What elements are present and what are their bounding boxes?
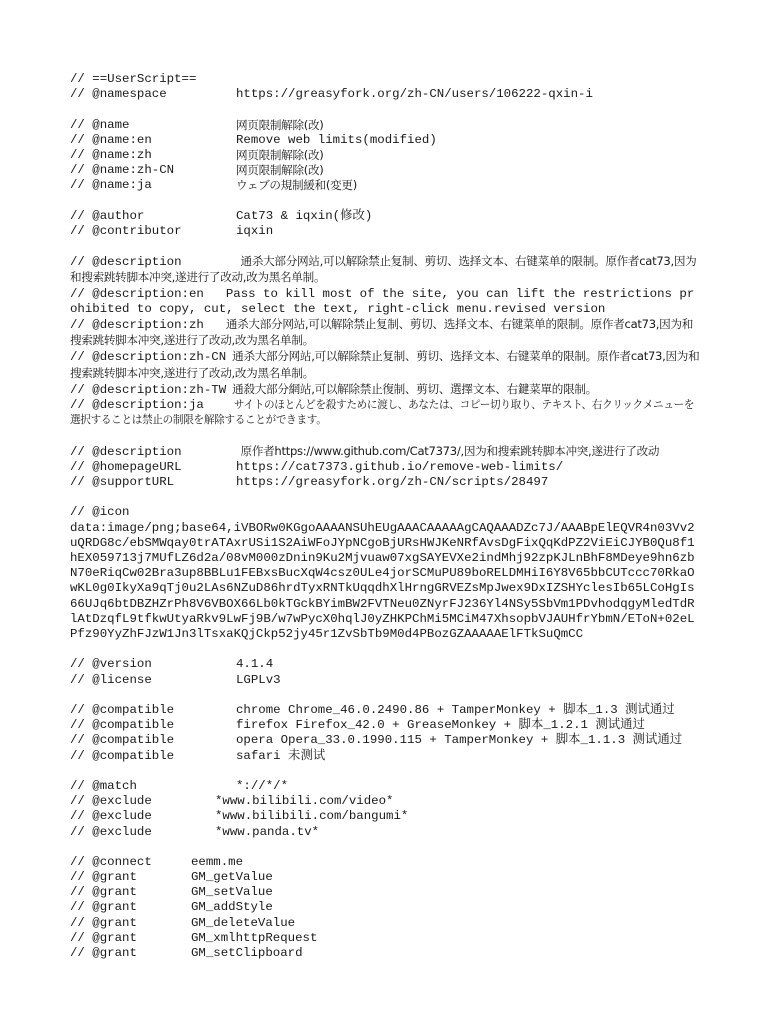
- description-line: // @description:ja サイトのほとんどを殺すために渡し、あなたは、コピー切り取り、テキスト、右クリックメニューを選択することは禁止の制限を解除することができます。: [70, 398, 695, 427]
- name-value: 网页限制解除(改): [236, 163, 324, 178]
- description-line: // @description:zh-TW 通殺大部分網站,可以解除禁止復制、剪切、選擇文本、右鍵菜單的限制。: [70, 381, 597, 397]
- compatible-line: // @compatible safari 未测试: [70, 748, 326, 763]
- compatible-value: firefox Firefox_42.0 + GreaseMonkey + 脚本_1.2.1 测试通过: [236, 718, 645, 733]
- name-value: ウェブの規制緩和(変更): [236, 178, 357, 193]
- compatible-line: // @compatible chrome Chrome_46.0.2490.86 + TamperMonkey + 脚本_1.3 测试通过: [70, 703, 675, 717]
- exclude-line: // @exclude *www.bilibili.com/bangumi*: [70, 809, 409, 824]
- grant-value: GM_deleteValue: [191, 915, 296, 930]
- contributor-value: iqxin: [236, 223, 274, 238]
- name-line: // @name:zh 网页限制解除(改): [70, 147, 324, 162]
- author-line: // @author Cat73 & iqxin(修改): [70, 208, 373, 223]
- support-url: https://greasyfork.org/zh-CN/scripts/28497: [236, 475, 549, 490]
- name-line: // @name 网页限制解除(改): [70, 117, 324, 132]
- name-value: Remove web limits(modified): [236, 132, 437, 147]
- grant-value: GM_setValue: [191, 885, 273, 900]
- icon-line: // @icon: [70, 505, 130, 520]
- match-value: *://*/*: [236, 778, 289, 793]
- support-line: // @supportURL https://greasyfork.org/zh-CN/scripts/28497: [70, 475, 549, 490]
- license-value: LGPLv3: [236, 672, 281, 687]
- description-line: // @description 通杀大部分网站,可以解除禁止复制、剪切、选择文本、右键菜单的限制。原作者cat73,因为和搜索跳转脚本冲突,遂进行了改动,改为黑名单制。: [70, 254, 697, 285]
- description-value: 原作者https://www.github.com/Cat7373/,因为和搜索跳转脚本冲突,遂进行了改动: [240, 443, 660, 458]
- grant-line: // @grant GM_addStyle: [70, 900, 273, 915]
- description-line: // @description:en Pass to kill most of the site, you can lift the restrictions prohibited to copy, cut, select the text, right-click menu.revised version: [70, 286, 695, 316]
- description-line: // @description:zh 通杀大部分网站,可以解除禁止复制、剪切、选择文本、右键菜单的限制。原作者cat73,因为和搜索跳转脚本冲突,遂进行了改动,改为黑名单制。: [70, 317, 694, 348]
- description-value: 通杀大部分网站,可以解除禁止复制、剪切、选择文本、右键菜单的限制。原作者cat73,因为和搜索跳转脚本冲突,遂进行了改动,改为黑名单制。: [70, 317, 694, 348]
- license-line: // @license LGPLv3: [70, 672, 281, 687]
- compatible-value: safari 未测试: [236, 748, 326, 763]
- description-value: Pass to kill most of the site, you can lift the restrictions prohibited to copy, cut, select the text, right-click menu.revised version: [70, 286, 695, 316]
- description-line: // @description 原作者https://www.github.com/Cat7373/,因为和搜索跳转脚本冲突,遂进行了改动: [70, 443, 660, 459]
- match-line: // @match *://*/*: [70, 778, 289, 793]
- name-line: // @name:en Remove web limits(modified): [70, 132, 437, 147]
- namespace-line: [70, 87, 700, 102]
- userscript-start-line: // ==UserScript==: [70, 72, 197, 86]
- contributor-line: // @contributor iqxin: [70, 223, 274, 238]
- exclude-value: *www.panda.tv*: [215, 824, 320, 839]
- connect-value: eemm.me: [191, 854, 244, 869]
- name-value: 网页限制解除(改): [236, 147, 324, 162]
- grant-value: GM_addStyle: [191, 900, 273, 915]
- meta-key: // @namespace: [70, 87, 167, 102]
- description-value: サイトのほとんどを殺すために渡し、あなたは、コピー切り取り、テキスト、右クリックメニューを選択することは禁止の制限を解除することができます。: [70, 399, 695, 427]
- exclude-line: // @exclude *www.panda.tv*: [70, 824, 320, 839]
- exclude-line: // @exclude *www.bilibili.com/video*: [70, 794, 394, 809]
- compatible-line: // @compatible firefox Firefox_42.0 + GreaseMonkey + 脚本_1.2.1 测试通过: [70, 718, 645, 733]
- exclude-value: *www.bilibili.com/bangumi*: [215, 809, 409, 824]
- compatible-line: // @compatible opera Opera_33.0.1990.115 + TamperMonkey + 脚本_1.1.3 测试通过: [70, 733, 683, 748]
- compatible-value: opera Opera_33.0.1990.115 + TamperMonkey + 脚本_1.1.3 测试通过: [236, 733, 683, 748]
- grant-line: // @grant GM_setClipboard: [70, 946, 303, 960]
- namespace-url: https://greasyfork.org/zh-CN/users/106222-qxin-i: [236, 87, 593, 102]
- grant-line: // @grant GM_setValue: [70, 885, 273, 900]
- description-value: 通杀大部分网站,可以解除禁止复制、剪切、选择文本、右键菜单的限制。原作者cat73,因为和搜索跳转脚本冲突,遂进行了改动,改为黑名单制。: [70, 254, 697, 285]
- version-value: 4.1.4: [236, 657, 274, 672]
- grant-line: // @grant GM_deleteValue: [70, 915, 296, 930]
- grant-line: // @grant GM_getValue: [70, 870, 273, 885]
- homepage-url: https://cat7373.github.io/remove-web-limits/: [236, 459, 564, 474]
- grant-value: GM_setClipboard: [191, 946, 303, 960]
- description-value: 通殺大部分網站,可以解除禁止復制、剪切、選擇文本、右鍵菜單的限制。: [232, 381, 597, 396]
- author-value: Cat73 & iqxin(修改): [236, 208, 373, 223]
- connect-line: // @connect eemm.me: [70, 854, 244, 869]
- icon-data-uri: data:image/png;base64,iVBORw0KGgoAAAANSUhEUgAAACAAAAAgCAQAAADZc7J/AAABpElEQVR4n03Vv2uQRDG8c/ebSMWqay0trATAxrUSi1S2AiWFoJYpNCgoBjURsHWJKeNRfAvsDgFixQqKdPZ2ViEiCJYB0Qu8f1hEX059713j7MUfLZ6d2a/08vM000zDnin9Ku2Mjvuaw07xgSAYEVXe2indMhj92zpKJLnBhF8MDeye9hn6zbN70eRiqCw02Bra3up8BBLu1FEBxsBucXqW4csz0ULe4jorSCMuPU89boRELDMHiI6Y8V65bbCUTccc70RkaOwKL0g0IkyXa9qTj0u2LAs6NZuD86hrdTyxRNTkUqqdhXlHrngGRVEZsMpJwex9DxIZSHYclesIb65LCoHgIs66UJq6btDBZHZrPh8V6VBOX66Lb0kTGckBYimBW2FVTNeu0ZNyrFJ236Yl4NSy5SbVm1PDvhodqgyMledTdRlAtDzqfL9tfkwUtyaRkv9LwFj9B/w7wPycX0hqlJ0yZHKPChMi5MCiM47XhsopbVJAUHfrYbmN/EToN+02eLPfz90YyZhFJzW1Jn3lTsxaKQjCkp52jy45r1ZvSbTb9M0d4PBozGZAAAAAElFTkSuQmCC: [70, 520, 695, 642]
- grant-line: // @grant GM_xmlhttpRequest: [70, 930, 318, 945]
- grant-value: GM_xmlhttpRequest: [191, 930, 318, 945]
- version-line: // @version 4.1.4: [70, 657, 274, 672]
- description-value: 通杀大部分网站,可以解除禁止复制、剪切、选择文本、右键菜单的限制。原作者cat73,因为和搜索跳转脚本冲突,遂进行了改动,改为黑名单制。: [70, 349, 700, 380]
- compatible-value: chrome Chrome_46.0.2490.86 + TamperMonkey + 脚本_1.3 测试通过: [236, 703, 675, 717]
- name-value: 网页限制解除(改): [236, 117, 324, 132]
- homepage-line: // @homepageURL https://cat7373.github.io/remove-web-limits/: [70, 459, 564, 474]
- description-line: // @description:zh-CN 通杀大部分网站,可以解除禁止复制、剪切、选择文本、右键菜单的限制。原作者cat73,因为和搜索跳转脚本冲突,遂进行了改动,改为黑名单制。: [70, 349, 700, 380]
- grant-value: GM_getValue: [191, 870, 273, 885]
- name-line: // @name:ja ウェブの規制緩和(変更): [70, 178, 357, 193]
- name-line: // @name:zh-CN 网页限制解除(改): [70, 163, 324, 178]
- userscript-document: [70, 72, 700, 961]
- exclude-value: *www.bilibili.com/video*: [215, 794, 394, 809]
